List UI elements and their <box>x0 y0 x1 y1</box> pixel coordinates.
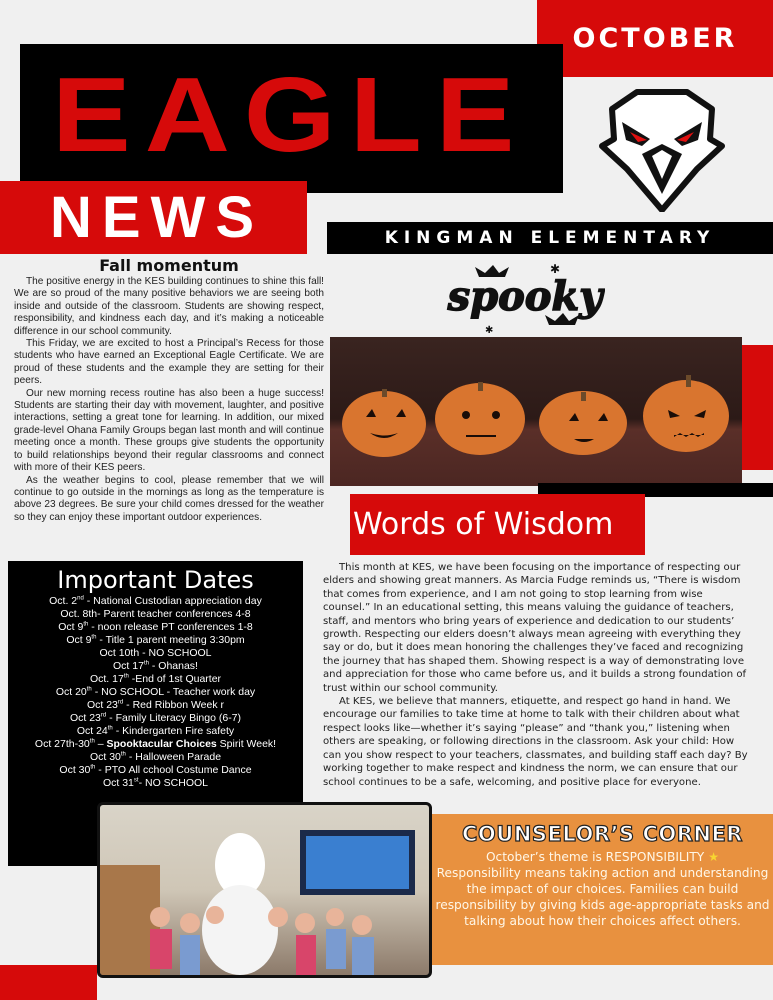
date-label: Oct. 2 <box>49 595 78 607</box>
date-description: -End of 1st Quarter <box>128 673 222 685</box>
date-label: Oct 9 <box>58 621 84 633</box>
date-label: Oct 31 <box>102 777 134 789</box>
date-description: - noon release PT conferences 1-8 <box>88 621 253 633</box>
classroom-mascot-photo <box>97 802 432 978</box>
dates-list <box>8 595 303 790</box>
counselor-title: COUNSELOR’S CORNER <box>462 822 743 846</box>
date-suffix: th <box>120 751 126 758</box>
date-item <box>8 595 303 608</box>
month-banner <box>537 0 773 77</box>
wisdom-title: Words of Wisdom <box>353 507 614 542</box>
date-label: Oct 20 <box>55 686 87 698</box>
date-item <box>8 634 303 647</box>
words-of-wisdom-article <box>323 561 748 789</box>
date-label: Oct 30 <box>89 751 121 763</box>
date-suffix: th <box>89 738 95 745</box>
date-description: - Ohanas! <box>148 660 198 672</box>
decorative-red-block <box>0 965 97 1000</box>
date-suffix: th <box>90 764 96 771</box>
decorative-red-block <box>742 345 773 470</box>
fall-momentum-article <box>14 256 324 524</box>
eagle-logo-icon <box>592 84 732 212</box>
date-item <box>8 686 303 699</box>
date-suffix: st <box>133 777 139 784</box>
date-description: - Red Ribbon Week r <box>123 699 225 711</box>
date-label: Oct. 17 <box>89 673 124 685</box>
date-item <box>8 699 303 712</box>
date-description: - NO SCHOOL <box>138 777 209 789</box>
fall-paragraph: As the weather begins to cool, please remember that we will continue to go outside in the mornings as long as the temperature is above 23 degrees. Be sure your child comes dressed for the weather so they can enjoy these important outdoor experiences. <box>14 474 324 523</box>
spooky-graphic-icon <box>445 255 605 335</box>
date-description: – <box>94 738 107 750</box>
school-name-banner <box>327 222 773 254</box>
date-item <box>8 673 303 686</box>
date-suffix: nd <box>77 595 84 602</box>
date-description: - Family Literacy Bingo (6-7) <box>106 712 242 724</box>
fall-paragraph: This Friday, we are excited to host a Principal’s Recess for those students who have earned an Exceptional Eagle Certificate. We are proud of these students and the example they are setting for their peers. <box>14 338 324 387</box>
date-item <box>8 725 303 738</box>
date-label: Oct. 8th <box>60 608 98 620</box>
date-suffix: th <box>123 673 129 680</box>
date-label: Oct 24 <box>76 725 108 737</box>
dates-title: Important Dates <box>57 566 254 594</box>
svg-text:✱: ✱ <box>485 325 494 335</box>
fall-title: Fall momentum <box>99 256 239 275</box>
date-item <box>8 751 303 764</box>
svg-text:spooky: spooky <box>447 273 603 320</box>
date-label: Oct 27th-30 <box>34 738 90 750</box>
date-suffix: rd <box>117 699 124 706</box>
newsletter-title-news <box>0 181 307 254</box>
theme-text: October’s theme is RESPONSIBILITY <box>485 850 705 864</box>
date-item <box>8 660 303 673</box>
date-description: - Title 1 parent meeting 3:30pm <box>96 634 245 646</box>
month-label: OCTOBER <box>572 23 738 54</box>
counselor-body: Responsibility means taking action and understanding the impact of our choices. Families can build responsibility by giving kids age-appropriate tasks and talking about how their choices affect others. <box>435 866 770 928</box>
date-suffix: rd <box>100 712 107 719</box>
pumpkins-photo <box>330 337 742 486</box>
date-suffix: th <box>107 725 113 732</box>
date-item <box>8 647 303 660</box>
fall-paragraph: Our new morning recess routine has also been a huge success! Students are starting their day with movement, laughter, and positive interactions, setting a great tone for learning. In addition, our mixed grade-level Ohana Family Groups began last month and will continue meeting once a month. These groups give students the opportunity to build relationships beyond their regular classrooms and connect with more of their KES peers. <box>14 387 324 474</box>
date-description: - Parent teacher conferences 4-8 <box>97 608 251 620</box>
counselors-corner-panel <box>432 814 773 965</box>
date-description: - NO SCHOOL <box>139 647 212 659</box>
date-description-end: Spirit Week! <box>216 738 277 750</box>
date-highlight: Spooktacular Choices <box>106 738 217 750</box>
fall-paragraph: The positive energy in the KES building continues to shine this fall! We are so proud of the many positive behaviors we are seeing both inside and outside of the classroom. Students are showing respect, responsibility, and kindness each day, and it’s making a noticeable difference in our school community. <box>14 276 324 337</box>
date-item <box>8 621 303 634</box>
date-label: Oct 10th <box>99 647 140 659</box>
counselor-theme <box>432 849 773 865</box>
date-item <box>8 764 303 777</box>
words-of-wisdom-heading <box>350 494 645 555</box>
date-description: - PTO All cchool Costume Dance <box>95 764 252 776</box>
date-label: Oct 23 <box>86 699 118 711</box>
date-suffix: th <box>91 634 97 641</box>
star-icon: ★ <box>708 850 720 864</box>
date-label: Oct 9 <box>66 634 92 646</box>
date-label: Oct 30 <box>59 764 91 776</box>
date-item <box>8 738 303 751</box>
date-description: - Halloween Parade <box>125 751 222 763</box>
date-suffix: th <box>143 660 149 667</box>
date-description: - Kindergarten Fire safety <box>112 725 235 737</box>
wisdom-paragraph: This month at KES, we have been focusing on the importance of respecting our elders and showing great manners. As Marcia Fudge reminds us, “There is wisdom that comes from experience, and I am not going to stop learning from wise counsel.” In an educational setting, this means valuing the guidance of teachers, staff, and mentors who bring years of experience and dedication to our students’ growth. Respecting our elders doesn’t always mean agreeing with everything they say or do, but it does mean honoring the challenges they’ve faced and recognizing the journey that has shaped them. Showing respect is a way of demonstrating love and appreciation for those who came before us, and it builds a strong foundation of trust within our school community. <box>323 562 747 694</box>
date-item <box>8 777 303 790</box>
date-description: - NO SCHOOL - Teacher work day <box>91 686 256 698</box>
date-item <box>8 608 303 621</box>
date-suffix: th <box>86 686 92 693</box>
news-label: NEWS <box>50 185 264 250</box>
date-item <box>8 712 303 725</box>
svg-text:✱: ✱ <box>550 262 561 276</box>
date-label: Oct 17 <box>113 660 144 672</box>
date-label: Oct 23 <box>69 712 101 724</box>
date-description: - National Custodian appreciation day <box>83 595 262 607</box>
date-suffix: th <box>83 621 89 628</box>
wisdom-paragraph: At KES, we believe that manners, etiquette, and respect go hand in hand. We encourage our families to take time at home to talk with their children about what respect looks like—whether it’s saying “please” and “thank you,” listening when others are speaking, or following directions in the classroom. Ask your child: How can you show respect to your teachers, classmates, and building staff each day? By working together to make respect and kindness the norm, we can ensure that our school continues to be a safe, welcoming, and positive place for everyone. <box>323 696 748 788</box>
school-name: KINGMAN ELEMENTARY <box>384 228 716 248</box>
newsletter-title-eagle: EAGLE <box>52 55 529 175</box>
